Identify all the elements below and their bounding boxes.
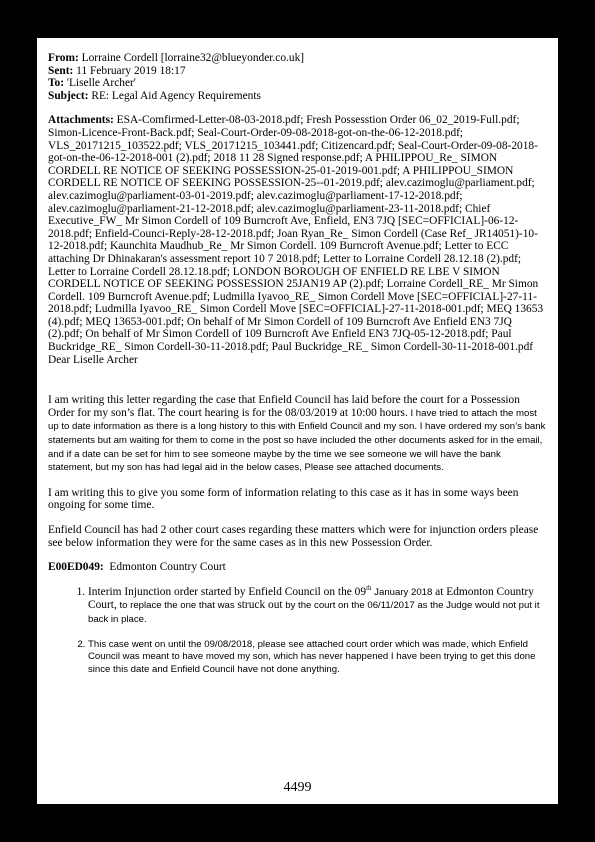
sent-value: 11 February 2019 18:17 [76,64,186,77]
paragraph-intro-serif: I am writing this letter regarding the case that Enfield Council has laid before the court for a Possession Order for my son’s flat. The court hearing is for the 08/03/2019 at 10:00 hours. [48,394,520,419]
greeting: Dear Liselle Archer [48,353,138,366]
subject-label: Subject: [48,89,89,102]
item1-part-e: struck out [237,599,283,612]
to-value: 'Liselle Archer' [66,77,136,90]
case-ref-number: E00ED049: [48,561,104,574]
item1-part-f: by the court on the 06/11/2017 as the Judge would not put it back in place. [88,600,540,625]
paragraph-intro [48,394,546,475]
item1-part-d: to replace the one that was [116,600,238,612]
to-line [48,77,546,90]
paragraph-intro-sans: I have tried to attach the most up to date information as there is a long history to this with Enfield Council and my son. I have ordered my son’s bank statements but am waiting for them to come in the post so have included the other documents asked for in the email, and if a date can be set for him to see someone maybe by the time we see someone we will have the bank statement, but my son has had legal aid in the below cases, Please see attached documents. [48,407,546,474]
list-item: 2. This case went on until the 09/08/2018, please see attached court order which was made, which Enfield Council was meant to have moved my son, which has never happened I have been trying to get this done since this date and Enfield Council have not done anything. [88,639,546,677]
spacer [48,366,546,394]
email-header [48,52,546,102]
item1-part-b: January 2018 [371,586,433,598]
attachments [48,114,546,353]
attachments-label: Attachments: [48,114,114,127]
paragraph-info: I am writing this to give you some form of information relating to this case as it has in some ways been ongoing for some time. [48,486,519,512]
sent-label: Sent: [48,64,74,77]
from-line [48,52,546,65]
item1-part-a: Interim Injunction order started by Enfield Council on the 09 [88,585,367,598]
case-reference [48,561,546,574]
item1-sup: th [366,583,372,592]
from-label: From: [48,52,79,64]
case-court: Edmonton Country Court [109,561,226,574]
sent-line [48,65,546,78]
subject-line [48,90,546,103]
document-page [37,38,558,804]
case-list [48,583,546,677]
attachments-list: ESA-Comfirmed-Letter-08-03-2018.pdf; Fresh Possesstion Order 06_02_2019-Full.pdf; Simon-Licence-Front-Back.pdf; Seal-Court-Order-09-08-2018-got-on-the-06-12-2018.pdf; VLS_20171215_103522.pdf; VLS_20171215_103441.pdf; Citizencard.pdf; Seal-Court-Order-09-08-2018-got-on-the-06-12-2018-001 (2).pdf; 2018 11 28 Signed response.pdf; A PHILIPPOU_Re_ SIMON CORDELL RE NOTICE OF SEEKING POSSESSION-25-01-2019-001.pdf; A PHILIPPOU_SIMON CORDELL RE NOTICE OF SEEKING POSSESSION-25--01-2019.pdf; alev.cazimoglu@parliament.pdf; alev.cazimoglu@parliament-03-01-2019.pdf; alev.cazimoglu@parliament-17-12-2018.pdf; alev.cazimoglu@parliament-21-12-2018.pdf; alev.cazimoglu@parliament-23-11-2018.pdf; Chief Executive_FW_ Mr Simon Cordell of 109 Burncroft Ave, Enfield, EN3 7JQ [SEC=OFFICIAL]-06-12-2018.pdf; Enfield-Counci-Reply-28-12-2018.pdf; Joan Ryan_Re_ Simon Cordell (Case Ref_ JR14051)-10-12-2018.pdf; Kaunchita Maudhub_Re_ Mr Simon Cordell. 109 Burncroft Avenue.pdf; Letter to ECC attaching Dr Dhinakaran's assessment report 10 7 2018.pdf; Letter to Lorraine Cordell 28.12.18 (2).pdf; Letter to Lorraine Cordell 28.12.18.pdf; LONDON BOROUGH OF ENFIELD RE LBE V SIMON CORDELL NOTICE OF SEEKING POSSESSION 25JAN19 AP (2).pdf; Lorraine Cordell_RE_ Mr Simon Cordell. 109 Burncroft Avenue.pdf; Ludmilla Iyavoo_RE_ Simon Cordell Move [SEC=OFFICIAL]-27-11-2018.pdf; Ludmilla Iyavoo_RE_ Simon Cordell Move [SEC=OFFICIAL]-27-11-2018-001.pdf; MEQ 13653 (4).pdf; MEQ 13653-001.pdf; On behalf of Mr Simon Cordell of 109 Burncroft Ave Enfield EN3 7JQ (2).pdf; On behalf of Mr Simon Cordell of 109 Burncroft Ave Enfield EN3 7JQ-05-12-2018.pdf; Paul Buckridge_RE_ Simon Cordell-30-11-2018.pdf; Paul Buckridge_RE_ Simon Cordell-30-11-2018-001.pdf [48,114,544,354]
paragraph-court-cases: Enfield Council has had 2 other court cases regarding these matters which were for injunction orders please see below information they were for the same cases as in this new Possession Order. [48,524,539,549]
page-number: 4499 [283,780,312,795]
to-label: To: [48,77,65,90]
from-value: Lorraine Cordell [lorraine32@blueyonder.co.uk] [81,52,305,64]
subject-value: RE: Legal Aid Agency Requirements [91,89,261,102]
list-item [88,583,546,627]
item1-part-c: at Edmonton Country Court, [88,585,534,612]
